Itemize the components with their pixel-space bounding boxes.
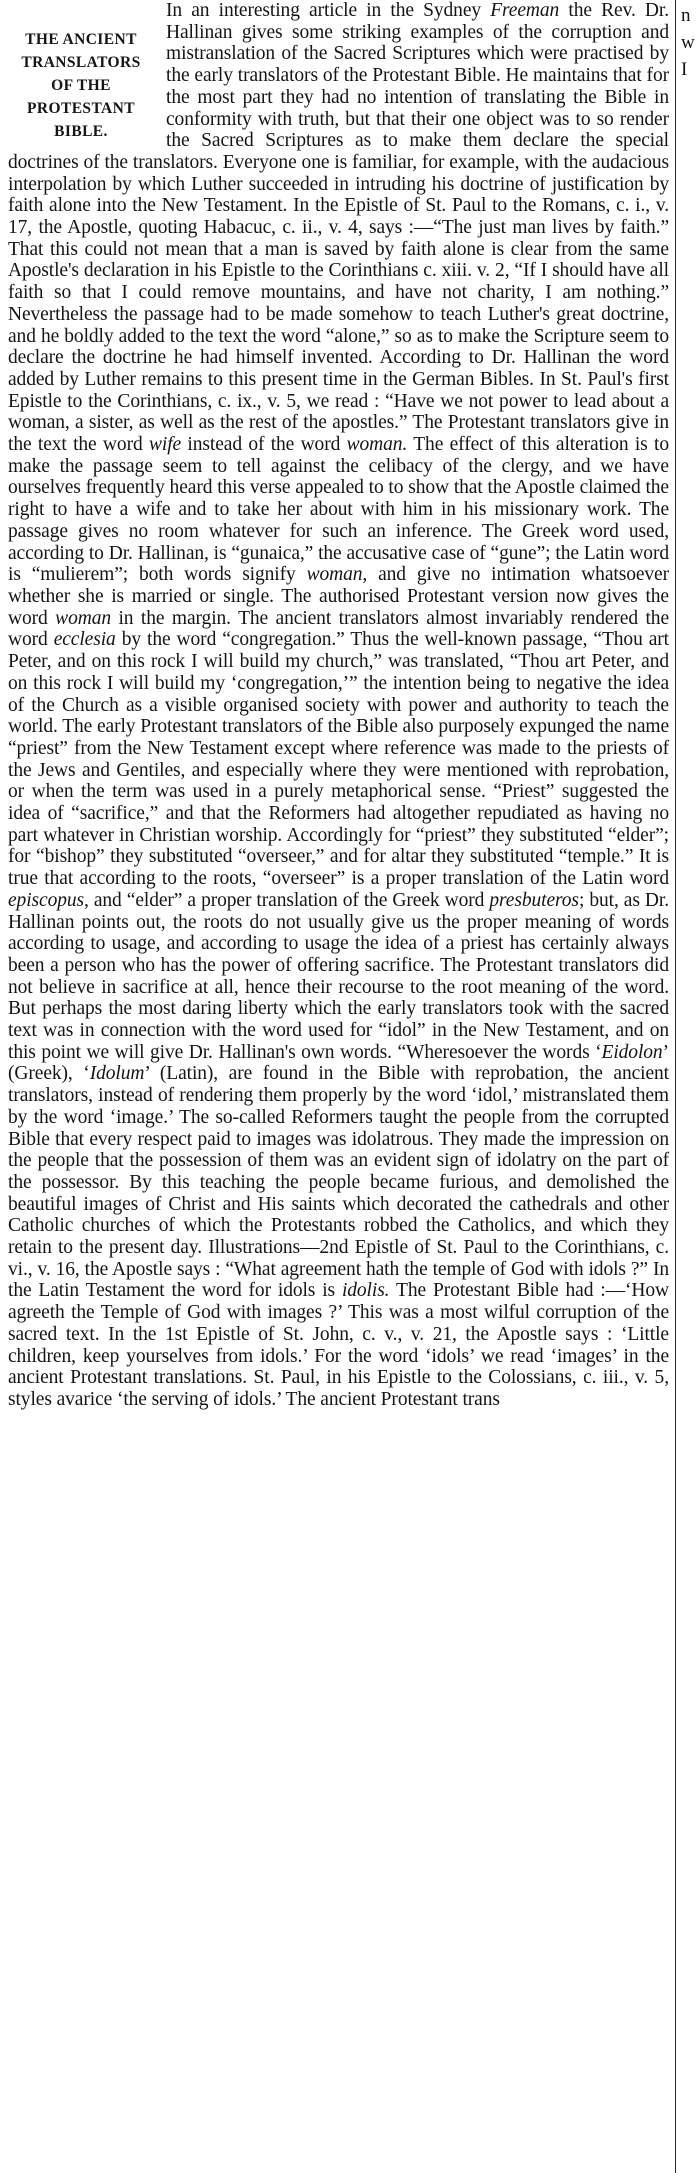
- italic-term: wife: [148, 434, 182, 456]
- sidehead-line: PROTESTANT: [27, 100, 135, 117]
- italic-term: Eidolon: [601, 1041, 663, 1063]
- adjacent-column-fragment: n w I: [681, 5, 695, 80]
- column-rule: [675, 0, 676, 2173]
- text-run: by the word “congregation.” Thus the well-known passage, “Thou art Peter, and on this rock I will build my church,” was translated, “Thou art Peter, and on this rock I will build my ‘congregation,’” the intention being to negative the idea of the Church as a visible organised society with power and authority to teach the world. The early Protestant translators of the Bible also purposely expunged the name “priest” from the New Testament except where reference was made to the priests of the Jews and Gentiles, and especially where they were mentioned with reprobation, or when the term was used in a purely metaphorical sense. “Priest” suggested the idea of “sacrifice,” and that the Reformers had altogether repudiated as having no part whatever in Christian worship. Accordingly for “priest” they substituted “elder”; for “bishop” they substituted “overseer,” and for altar they substituted “temple.” It is true that according to the roots, “overseer” is a proper translation of the Latin word: [8, 629, 670, 890]
- text-run: The Protestant Bible had :—‘How agreeth the Temple of God with images ?’ This was a most wilful corruption of the sacred text. In the 1st Epistle of St. John, c. v., v. 21, the Apostle says : ‘Little children, keep yourselves from idols.’ For the word ‘idols’ we read ‘images’ in the ancient Protestant translations. St. Paul, in his Epistle to the Colossians, c. iii., v. 5, styles avarice ‘the serving of idols.’ The ancient Protestant trans: [8, 1280, 669, 1410]
- italic-term: Idolum: [89, 1063, 145, 1085]
- italic-term: idolis.: [341, 1280, 390, 1302]
- italic-term: episcopus,: [8, 889, 89, 911]
- italic-term: Freeman: [490, 0, 560, 21]
- article-sidehead: [8, 28, 154, 143]
- text-run: in the margin. The ancient translators almost invariably rendered the word: [8, 607, 670, 651]
- text-run: and give no intimation whatsoever whether she is married or single. The authorised Protestant version now gives the word: [8, 564, 669, 629]
- italic-term: woman,: [306, 564, 368, 586]
- text-run: ’ (Latin), are found in the Bible with reprobation, the ancient translators, instead of rendering them properly by the word ‘idol,’ mistranslated them by the word ‘image.’ The so-called Reformers taught the people from the corrupted Bible that every respect paid to images was idolatrous. They made the impression on the people that the possession of them was an evident sign of idolatry on the part of the possessor. By this teaching the people became furious, and demolished the beautiful images of Christ and His saints which decorated the cathedrals and other Catholic churches of which the Protestants robbed the Catholics, and which they retain to the present day. Illustrations—2nd Epistle of St. Paul to the Corinthians, c. vi., v. 16, the Apostle says : “What agreement hath the temple of God with idols ?” In the Latin Testament the word for idols is: [8, 1063, 669, 1302]
- text-run: ’ (Greek), ‘: [8, 1041, 669, 1085]
- italic-term: presbuteros: [489, 889, 579, 911]
- text-run: In an interesting article in the Sydney: [166, 0, 491, 21]
- article-body: [8, 0, 669, 1411]
- text-run: The effect of this alteration is to make the passage seem to tell against the celibacy of the clergy, and we have ourselves frequently heard this verse appealed to to show that the Apostle claimed the right to have a wife and to take her about with him in his missionary work. The passage gives no room whatever for such an inference. The Greek word used, according to Dr. Hallinan, is “gunaica,” the accusative case of “gune”; the Latin word is “mulierem”; both words signify: [8, 434, 669, 586]
- article-paragraph: [8, 0, 669, 1411]
- text-run: the Rev. Dr. Hallinan gives some striking examples of the corruption and mistranslation of the Sacred Scriptures which were practised by the early translators of the Protestant Bible. He maintains that for the most part they had no intention of translating the Bible in conformity with truth, but that their one object was to so render the Sacred Scriptures as to make them declare the special doctrines of the translators. Everyone one is familiar, for example, with the audacious interpolation by which Luther succeeded in intruding his doctrine of justification by faith alone into the New Testament. In the Epistle of St. Paul to the Romans, c. i., v. 17, the Apostle, quoting Habacuc, c. ii., v. 4, says :—“The just man lives by faith.” That this could not mean that a man is saved by faith alone is clear from the same Apostle's declaration in his Epistle to the Corinthians c. xiii. v. 2, “If I should have all faith so that I could remove mountains, and have not charity, I am nothing.” Nevertheless the passage had to be made somehow to teach Luther's great doctrine, and he boldly added to the text the word “alone,” so as to make the Scripture seem to declare the doctrine he had himself invented. According to Dr. Hallinan the word added by Luther remains to this present time in the German Bibles. In St. Paul's first Epistle to the Corinthians, c. ix., v. 5, we read : “Have we not power to lead about a woman, a sister, as well as the rest of the apostles.” The Protestant translators give in the text the word: [8, 0, 669, 456]
- sidehead-line: TRANSLATORS: [21, 54, 141, 71]
- sidehead-line: BIBLE.: [54, 123, 108, 140]
- text-run: and “elder” a proper translation of the Greek word: [88, 889, 490, 911]
- italic-term: woman.: [346, 434, 408, 456]
- italic-term: woman: [55, 607, 111, 629]
- sidehead-line: THE ANCIENT: [25, 31, 137, 48]
- italic-term: ecclesia: [53, 629, 116, 651]
- text-run: instead of the word: [181, 434, 347, 456]
- text-run: ; but, as Dr. Hallinan points out, the roots do not usually give us the proper meaning of words according to usage, and according to usage the idea of a priest has certainly always been a person who has the power of offering sacrifice. The Protestant translators did not believe in sacrifice at all, hence their recourse to the root meaning of the word. But perhaps the most daring liberty which the early translators took with the sacred text was in connection with the word used for “idol” in the New Testament, and on this point we will give Dr. Hallinan's own words. “Wheresoever the words ‘: [8, 889, 669, 1063]
- sidehead-line: OF THE: [51, 77, 111, 94]
